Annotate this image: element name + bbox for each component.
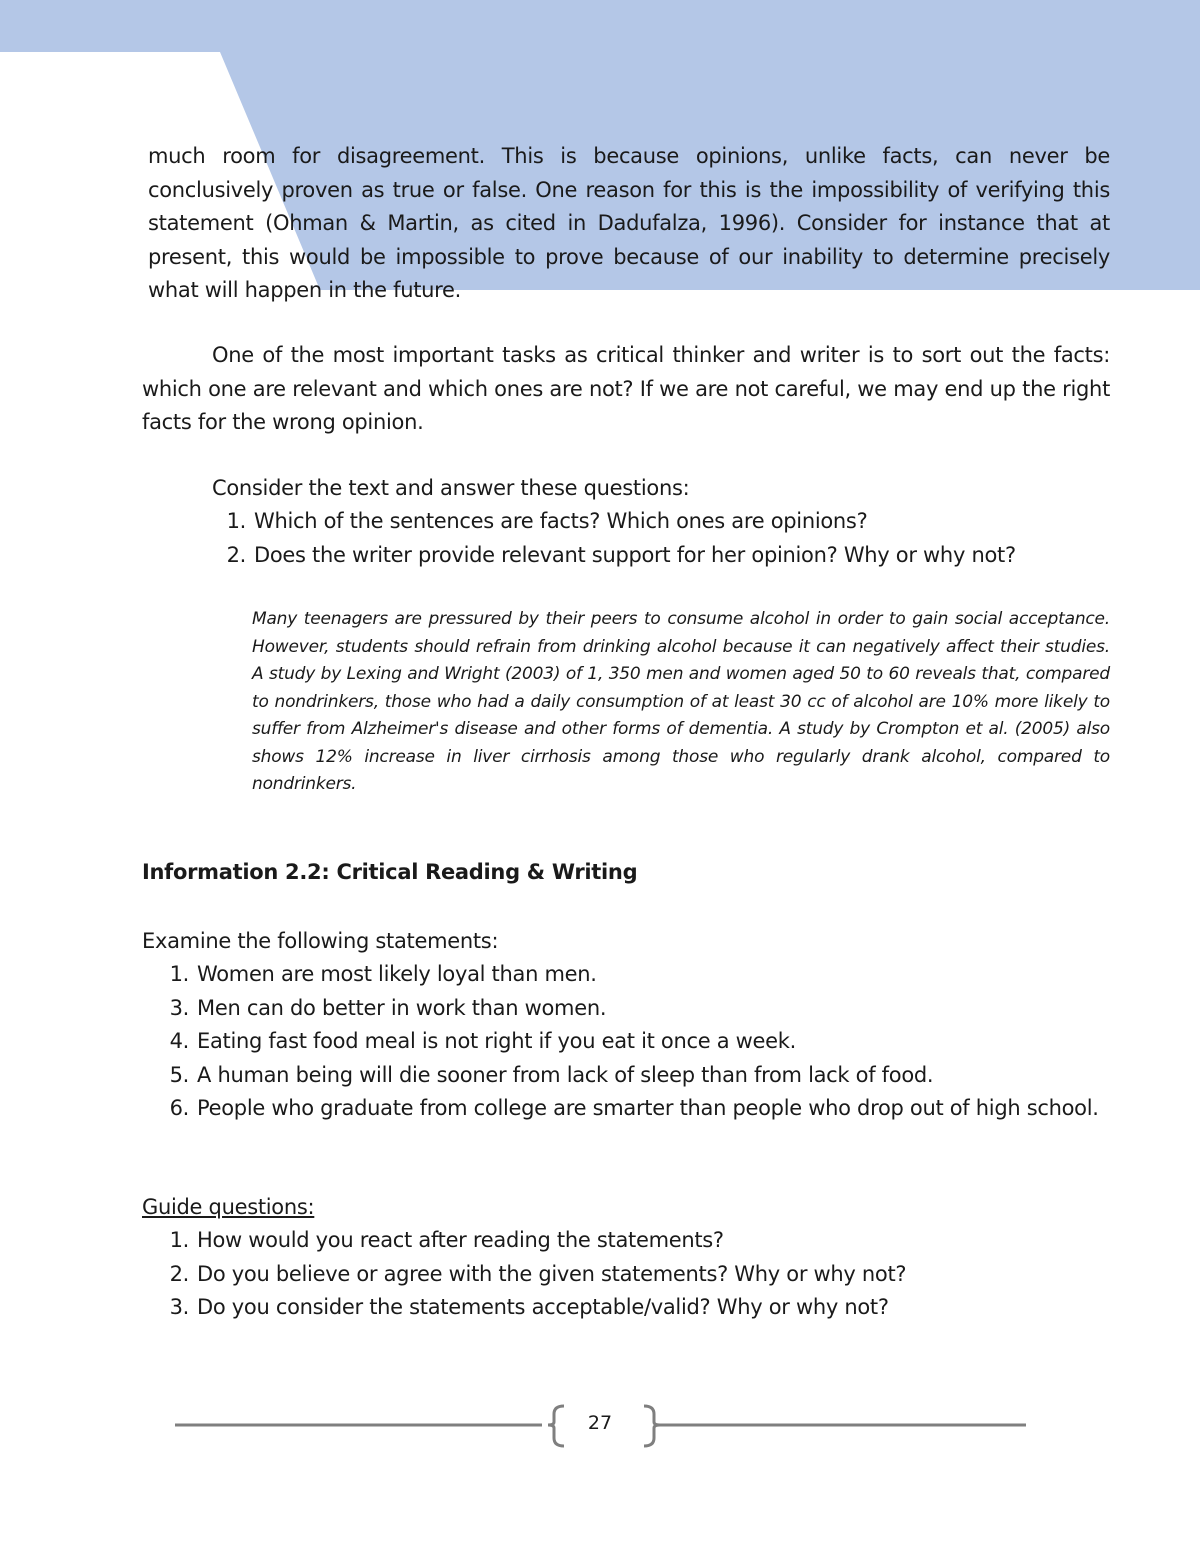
list-item [155,992,1115,1026]
list-item [155,1224,1115,1258]
list-item [155,958,1115,992]
list-text: A human being will die sooner from lack of sleep than from lack of food. [197,1062,934,1087]
list-text: Men can do better in work than women. [197,995,607,1020]
questions-list [212,505,1112,572]
list-text: Women are most likely loyal than men. [197,962,597,986]
list-text: People who graduate from college are smarter than people who drop out of high school. [197,1096,1099,1120]
list-item [212,539,1112,573]
statements-list [155,958,1115,1126]
list-text: Which of the sentences are facts? Which ones are opinions? [254,509,868,533]
paragraph-critical-thinker: One of the most important tasks as critical thinker and writer is to sort out the facts: which one are relevant and which ones are not? If we are not careful, we may end up the right facts for the wrong opinion. [142,343,1110,434]
list-text: Do you consider the statements acceptable/valid? Why or why not? [197,1295,889,1319]
paragraph-opinions: much room for disagreement. This is because opinions, unlike facts, can never be conclusively proven as true or false. One reason for this is the impossibility of verifying this statement (Ohman & Martin, as cited in Dadufalza, 1996). Consider for instance that at present, this would be impossible to prove because of our inability to determine precisely what will happen in the future. [148,144,1110,302]
list-number: 6. [169,1096,189,1120]
right-brace-icon [644,1406,660,1446]
list-number: 1. [226,509,246,533]
list-item [155,1059,1115,1093]
list-number: 2. [169,1261,189,1286]
list-number: 1. [169,1228,189,1252]
list-text: Eating fast food meal is not right if you eat it once a week. [197,1029,797,1053]
list-item [155,1025,1115,1059]
list-text: How would you react after reading the statements? [197,1228,724,1252]
list-number: 5. [169,1062,189,1087]
list-number: 3. [169,995,189,1020]
list-text: Does the writer provide relevant support for her opinion? Why or why not? [254,542,1016,567]
list-number: 4. [169,1029,189,1053]
list-item [212,505,1112,539]
list-item [155,1291,1115,1325]
example-text: Many teenagers are pressured by their peers to consume alcohol in order to gain social acceptance. However, students should refrain from drinking alcohol because it can negatively affect their studies. A study by Lexing and Wright (2003) of 1, 350 men and women aged 50 to 60 reveals that, compared to nondrinkers, those who had a daily consumption of at least 30 cc of alcohol are 10% more likely to suffer from Alzheimer's disease and other forms of dementia. A study by Crompton et al. (2005) also shows 12% increase in liver cirrhosis among those who regularly drank alcohol, compared to nondrinkers. [252,609,1110,794]
list-number: 3. [169,1295,189,1319]
statements-intro: Examine the following statements: [142,929,499,953]
list-item [155,1092,1115,1126]
list-item [155,1258,1115,1292]
questions-intro: Consider the text and answer these questions: [212,476,690,500]
guide-questions-list [155,1224,1115,1325]
list-text: Do you believe or agree with the given statements? Why or why not? [197,1261,907,1286]
page-number: 27 [587,1412,613,1434]
section-heading: Information 2.2: Critical Reading & Writing [142,860,638,884]
list-number: 1. [169,962,189,986]
guide-questions-title: Guide questions: [142,1195,315,1219]
list-number: 2. [226,542,246,567]
